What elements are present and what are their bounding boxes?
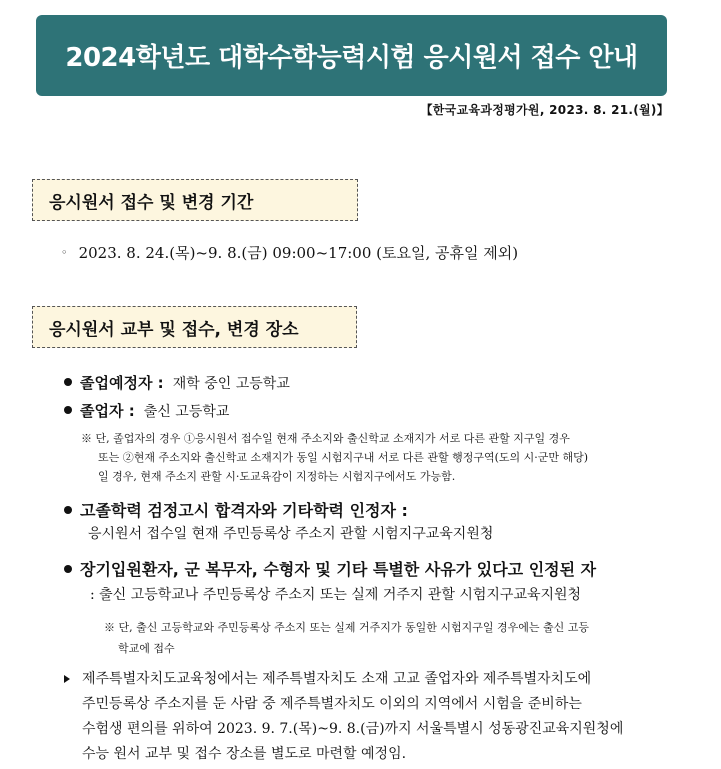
- bullet-icon: [64, 565, 72, 573]
- period-item: [61, 242, 518, 263]
- item-value: 출신 고등학교: [143, 404, 230, 420]
- list-item-special: [64, 557, 596, 580]
- item-label: 고졸학력 검정고시 합격자와 기타학력 인정자 :: [80, 501, 408, 520]
- section-heading-text: 응시원서 교부 및 접수, 변경 장소: [49, 319, 299, 340]
- item-label: 졸업자 :: [80, 402, 135, 420]
- triangle-bullet-icon: [64, 675, 70, 683]
- bullet-icon: [64, 406, 72, 414]
- bullet-icon: [64, 506, 72, 514]
- jeju-line: 제주특별자치도교육청에서는 제주특별자치도 소재 고교 졸업자와 제주특별자치도에: [82, 671, 592, 687]
- note-line: ※ 단, 졸업자의 경우 ①응시원서 접수일 현재 주소지와 출신학교 소재지가 서로 다른 관할 지구일 경우: [81, 432, 570, 445]
- list-item-ged: [64, 498, 408, 521]
- section-heading-text: 응시원서 접수 및 변경 기간: [49, 192, 254, 213]
- note-line: 또는 ②현재 주소지와 출신학교 소재지가 동일 시험지구내 서로 다른 관할 행정구역(도의 시·군만 해당): [98, 451, 589, 464]
- item-value: : 출신 고등학교나 주민등록상 주소지 또는 실제 거주지 관할 시험지구교육지원청: [90, 587, 582, 603]
- section-heading-period: [32, 179, 358, 221]
- item-label: 졸업예정자 :: [80, 374, 164, 392]
- source-line: 【한국교육과정평가원, 2023. 8. 21.(월)】: [420, 103, 669, 117]
- page-title: 2024학년도 대학수학능력시험 응시원서 접수 안내: [65, 43, 638, 73]
- item-value: 응시원서 접수일 현재 주민등록상 주소지 관할 시험지구교육지원청: [88, 526, 494, 542]
- period-text: 2023. 8. 24.(목)~9. 8.(금) 09:00~17:00 (토요일, 공휴일 제외): [78, 244, 519, 262]
- title-banner: [36, 15, 667, 96]
- note-line: 학교에 접수: [118, 642, 175, 655]
- jeju-line: 수능 원서 교부 및 접수 장소를 별도로 마련할 예정임.: [82, 746, 407, 762]
- list-item-graduating: [64, 372, 290, 393]
- hollow-bullet-icon: ◦: [61, 246, 68, 259]
- note-line: 일 경우, 현재 주소지 관할 시·도교육감이 지정하는 시험지구에서도 가능함.: [98, 470, 456, 483]
- item-value: 재학 중인 고등학교: [172, 376, 290, 392]
- bullet-icon: [64, 378, 72, 386]
- item-label: 장기입원환자, 군 복무자, 수형자 및 기타 특별한 사유가 있다고 인정된 자: [80, 560, 597, 579]
- note-line: ※ 단, 출신 고등학교와 주민등록상 주소지 또는 실제 거주지가 동일한 시험지구일 경우에는 출신 고등: [104, 621, 589, 634]
- jeju-note: [64, 668, 591, 688]
- list-item-graduate: [64, 400, 229, 421]
- jeju-line: 주민등록상 주소지를 둔 사람 중 제주특별자치도 이외의 지역에서 시험을 준비하는: [82, 696, 582, 712]
- section-heading-location: [32, 306, 357, 348]
- jeju-line: 수험생 편의를 위하여 2023. 9. 7.(목)~9. 8.(금)까지 서울특별시 성동광진교육지원청에: [82, 721, 624, 737]
